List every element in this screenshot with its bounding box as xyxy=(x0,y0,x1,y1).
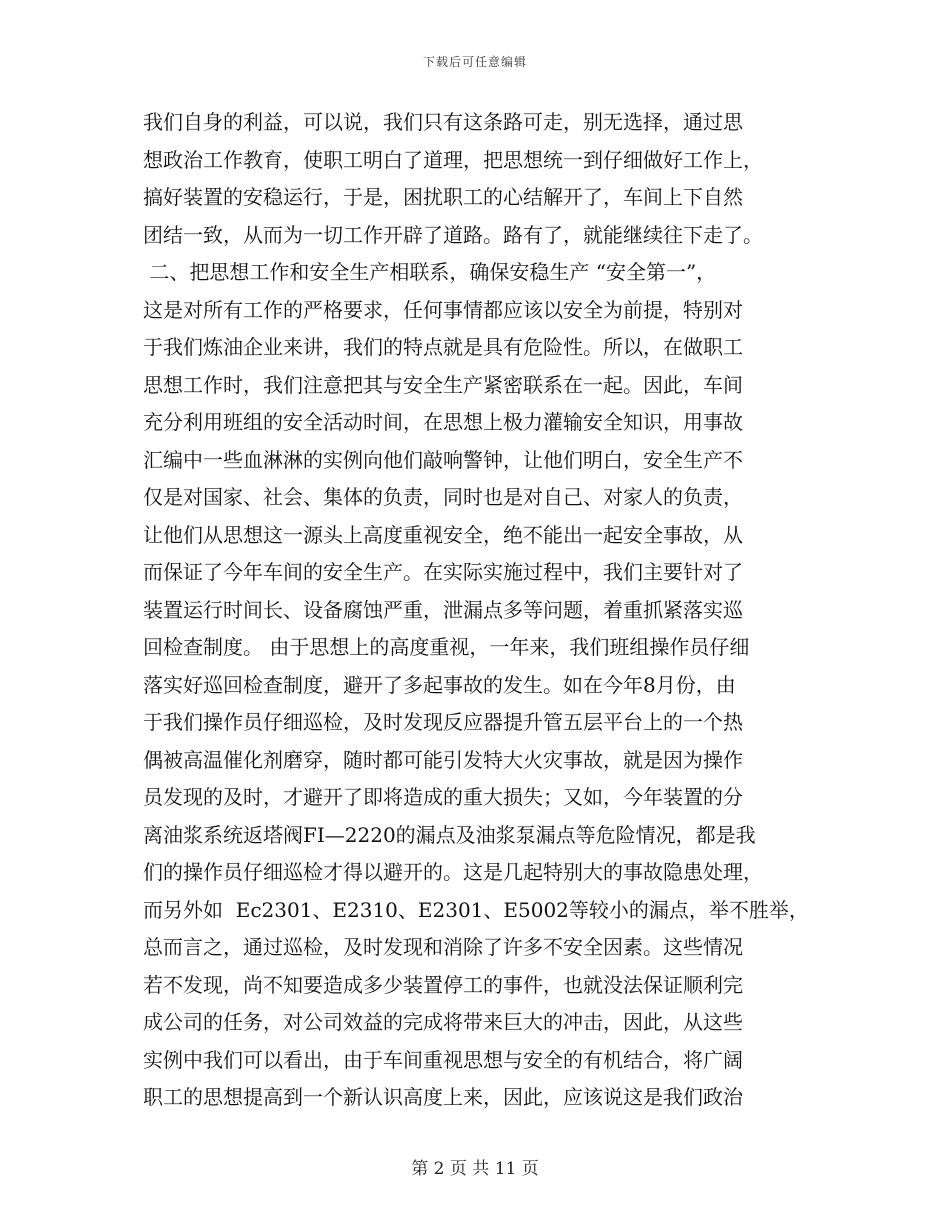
text-line: 于我们操作员仔细巡检，及时发现反应器提升管五层平台上的一个热 xyxy=(143,710,743,734)
text-line: 这是对所有工作的严格要求，任何事情都应该以安全为前提，特别对 xyxy=(143,297,743,322)
page-header: 下载后可任意编辑 xyxy=(422,55,527,69)
text-line: 实例中我们可以看出，由于车间重视思想与安全的有机结合，将广阔 xyxy=(143,1047,743,1072)
text-line: 离油浆系统返塔阀FI—2220的漏点及油浆泵漏点等危险情况，都是我 xyxy=(143,822,756,847)
body-text xyxy=(143,104,843,1117)
text-line: 让他们从思想这一源头上高度重视安全，绝不能出一起安全事故，从 xyxy=(143,522,743,547)
text-line: 充分利用班组的安全活动时间，在思想上极力灌输安全知识，用事故 xyxy=(143,410,743,434)
text-line: 若不发现，尚不知要造成多少装置停工的事件，也就没法保证顺利完 xyxy=(143,972,743,997)
text-line: 仅是对国家、社会、集体的负责，同时也是对自己、对家人的负责， xyxy=(143,485,743,509)
text-line: 回检查制度。 由于思想上的高度重视，一年来，我们班组操作员仔细 xyxy=(143,635,750,659)
text-line: 思想工作时，我们注意把其与安全生产紧密联系在一起。因此，车间 xyxy=(143,372,743,397)
text-line: 偶被高温催化剂磨穿，随时都可能引发特大火灾事故，就是因为操作 xyxy=(143,747,743,772)
text-line: 于我们炼油企业来讲，我们的特点就是具有危险性。所以，在做职工 xyxy=(143,335,743,359)
page-number-footer: 第 2 页 共 11 页 xyxy=(411,1159,539,1179)
text-line: 成公司的任务，对公司效益的完成将带来巨大的冲击，因此，从这些 xyxy=(143,1010,743,1034)
text-line: 汇编中一些血淋淋的实例向他们敲响警钟，让他们明白，安全生产不 xyxy=(143,447,743,472)
text-line: 二、把思想工作和安全生产相联系，确保安稳生产 “安全第一”， xyxy=(143,260,717,284)
text-line: 团结一致，从而为一切工作开辟了道路。路有了，就能继续往下走了。 xyxy=(143,222,763,247)
text-line: 装置运行时间长、设备腐蚀严重，泄漏点多等问题，着重抓紧落实巡 xyxy=(143,597,743,622)
text-line: 职工的思想提高到一个新认识高度上来，因此，应该说这是我们政治 xyxy=(143,1085,743,1109)
text-line: 想政治工作教育，使职工明白了道理，把思想统一到仔细做好工作上， xyxy=(143,147,763,172)
text-line: 员发现的及时，才避开了即将造成的重大损失；又如，今年装置的分 xyxy=(143,785,743,809)
text-line: 落实好巡回检查制度，避开了多起事故的发生。如在今年8月份，由 xyxy=(143,672,736,697)
text-line: 们的操作员仔细巡检才得以避开的。这是几起特别大的事故隐患处理， xyxy=(143,860,763,884)
text-line: 搞好装置的安稳运行，于是，困扰职工的心结解开了，车间上下自然 xyxy=(143,185,743,209)
text-line: 我们自身的利益，可以说，我们只有这条路可走，别无选择，通过思 xyxy=(143,110,743,134)
text-line: 而保证了今年车间的安全生产。在实际实施过程中，我们主要针对了 xyxy=(143,560,743,584)
text-line: 而另外如 Ec2301、E2310、E2301、E5002等较小的漏点，举不胜举， xyxy=(143,897,809,922)
text-line: 总而言之，通过巡检，及时发现和消除了许多不安全因素。这些情况 xyxy=(143,935,743,959)
